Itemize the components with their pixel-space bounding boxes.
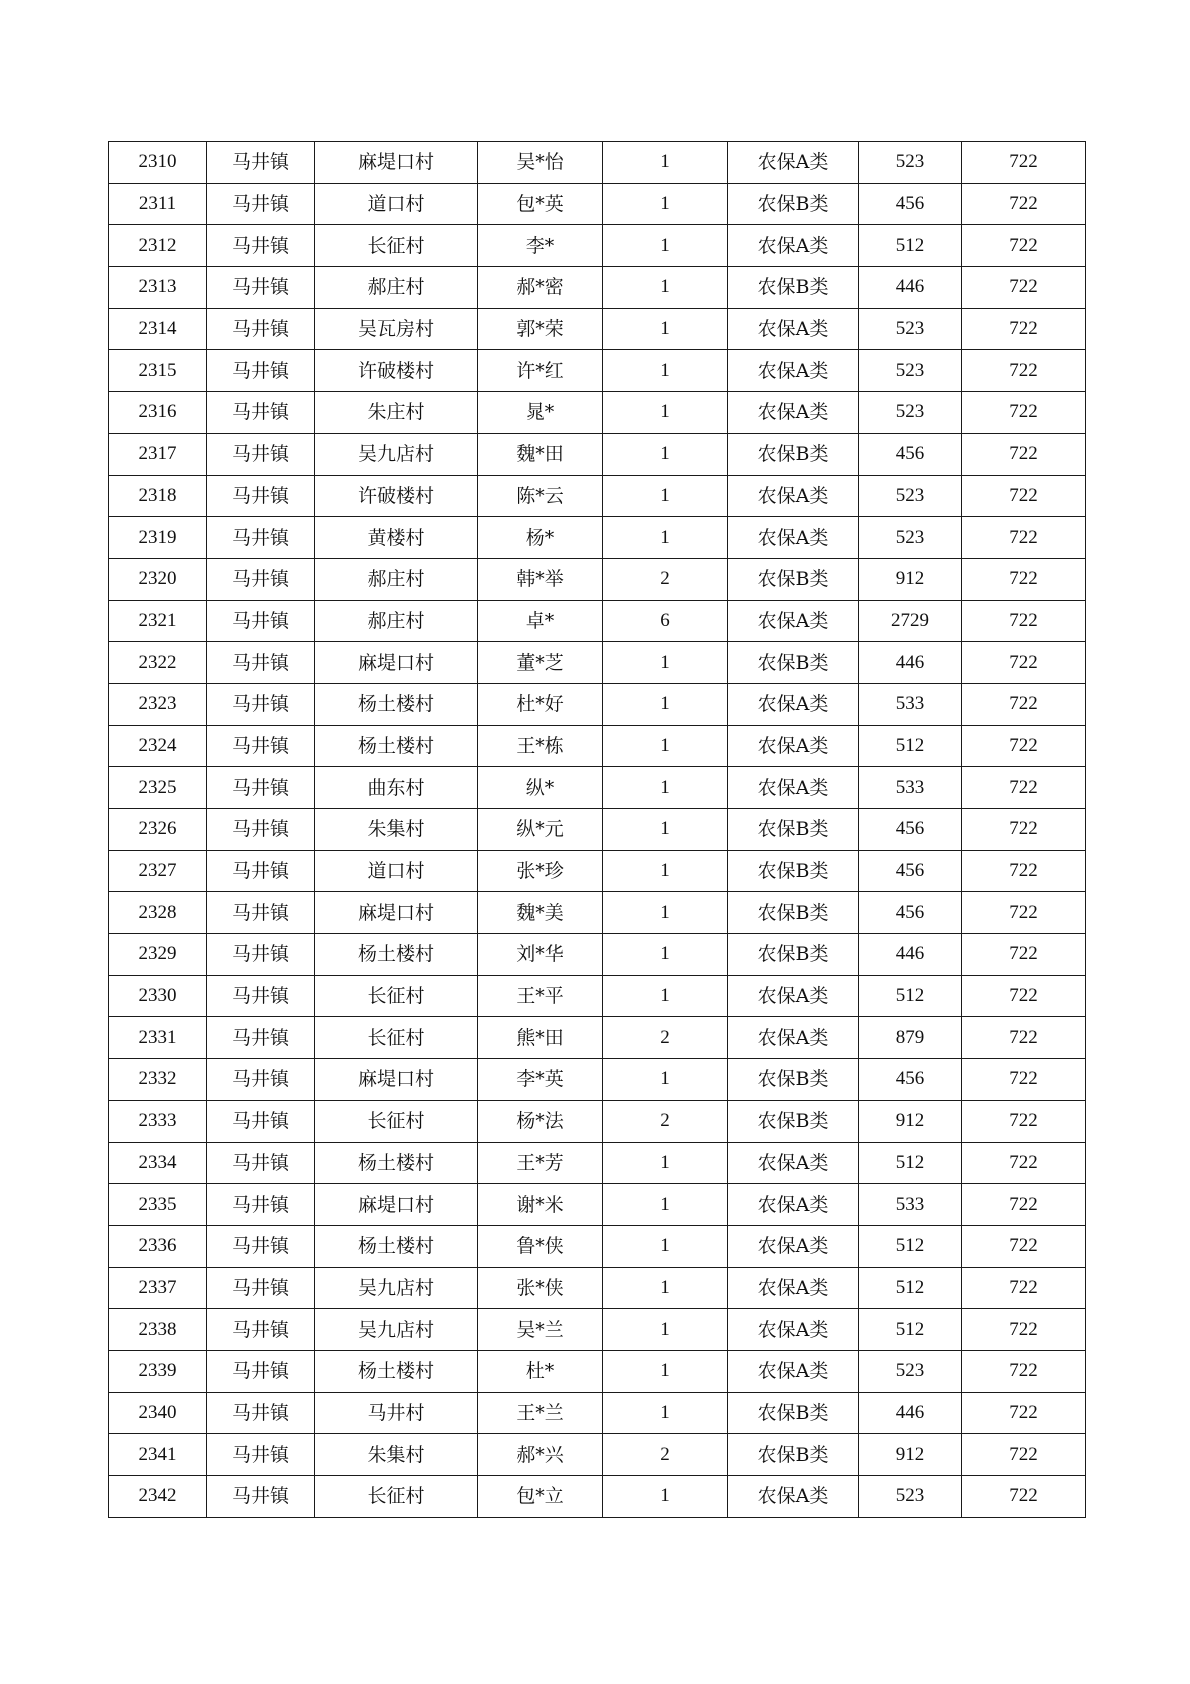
table-row bbox=[109, 1142, 1086, 1184]
serial-number-cell: 2317 bbox=[109, 433, 207, 475]
standard-cell: 722 bbox=[962, 850, 1086, 892]
town-cell: 马井镇 bbox=[207, 183, 315, 225]
table-row bbox=[109, 892, 1086, 934]
standard-cell: 722 bbox=[962, 350, 1086, 392]
village-cell: 杨土楼村 bbox=[315, 683, 478, 725]
insurance-category-cell: 农保A类 bbox=[728, 767, 859, 809]
name-cell: 张*侠 bbox=[478, 1267, 603, 1309]
town-cell: 马井镇 bbox=[207, 1350, 315, 1392]
town-cell: 马井镇 bbox=[207, 683, 315, 725]
name-cell: 王*平 bbox=[478, 975, 603, 1017]
name-cell: 包*立 bbox=[478, 1476, 603, 1518]
town-cell: 马井镇 bbox=[207, 1267, 315, 1309]
name-cell: 纵* bbox=[478, 767, 603, 809]
household-size-cell: 1 bbox=[603, 1184, 728, 1226]
insurance-category-cell: 农保A类 bbox=[728, 517, 859, 559]
household-size-cell: 1 bbox=[603, 1392, 728, 1434]
town-cell: 马井镇 bbox=[207, 892, 315, 934]
insurance-category-cell: 农保B类 bbox=[728, 850, 859, 892]
household-size-cell: 1 bbox=[603, 1059, 728, 1101]
household-size-cell: 1 bbox=[603, 225, 728, 267]
serial-number-cell: 2322 bbox=[109, 642, 207, 684]
name-cell: 吴*兰 bbox=[478, 1309, 603, 1351]
table-row bbox=[109, 1059, 1086, 1101]
village-cell: 朱集村 bbox=[315, 809, 478, 851]
standard-cell: 722 bbox=[962, 1100, 1086, 1142]
name-cell: 张*珍 bbox=[478, 850, 603, 892]
town-cell: 马井镇 bbox=[207, 433, 315, 475]
village-cell: 郝庄村 bbox=[315, 600, 478, 642]
town-cell: 马井镇 bbox=[207, 809, 315, 851]
table-row bbox=[109, 1476, 1086, 1518]
name-cell: 韩*举 bbox=[478, 558, 603, 600]
amount-cell: 512 bbox=[859, 1225, 962, 1267]
serial-number-cell: 2333 bbox=[109, 1100, 207, 1142]
standard-cell: 722 bbox=[962, 725, 1086, 767]
household-size-cell: 1 bbox=[603, 850, 728, 892]
town-cell: 马井镇 bbox=[207, 934, 315, 976]
standard-cell: 722 bbox=[962, 1392, 1086, 1434]
table-row bbox=[109, 975, 1086, 1017]
serial-number-cell: 2334 bbox=[109, 1142, 207, 1184]
insurance-category-cell: 农保B类 bbox=[728, 267, 859, 309]
insurance-category-cell: 农保B类 bbox=[728, 1434, 859, 1476]
household-size-cell: 1 bbox=[603, 1350, 728, 1392]
amount-cell: 523 bbox=[859, 1476, 962, 1518]
amount-cell: 456 bbox=[859, 183, 962, 225]
household-size-cell: 1 bbox=[603, 1267, 728, 1309]
town-cell: 马井镇 bbox=[207, 1434, 315, 1476]
town-cell: 马井镇 bbox=[207, 1017, 315, 1059]
name-cell: 晁* bbox=[478, 392, 603, 434]
standard-cell: 722 bbox=[962, 433, 1086, 475]
town-cell: 马井镇 bbox=[207, 975, 315, 1017]
village-cell: 麻堤口村 bbox=[315, 1184, 478, 1226]
serial-number-cell: 2321 bbox=[109, 600, 207, 642]
table-row bbox=[109, 725, 1086, 767]
table-row bbox=[109, 934, 1086, 976]
amount-cell: 523 bbox=[859, 392, 962, 434]
table-row bbox=[109, 1017, 1086, 1059]
table-row bbox=[109, 350, 1086, 392]
table-row bbox=[109, 517, 1086, 559]
village-cell: 麻堤口村 bbox=[315, 1059, 478, 1101]
serial-number-cell: 2337 bbox=[109, 1267, 207, 1309]
name-cell: 王*栋 bbox=[478, 725, 603, 767]
roster-table-body bbox=[109, 142, 1086, 1518]
household-size-cell: 1 bbox=[603, 350, 728, 392]
village-cell: 杨土楼村 bbox=[315, 1350, 478, 1392]
town-cell: 马井镇 bbox=[207, 767, 315, 809]
serial-number-cell: 2331 bbox=[109, 1017, 207, 1059]
village-cell: 麻堤口村 bbox=[315, 642, 478, 684]
standard-cell: 722 bbox=[962, 642, 1086, 684]
household-size-cell: 2 bbox=[603, 1017, 728, 1059]
table-row bbox=[109, 1267, 1086, 1309]
town-cell: 马井镇 bbox=[207, 1309, 315, 1351]
village-cell: 长征村 bbox=[315, 1017, 478, 1059]
amount-cell: 912 bbox=[859, 1100, 962, 1142]
serial-number-cell: 2335 bbox=[109, 1184, 207, 1226]
name-cell: 杜* bbox=[478, 1350, 603, 1392]
standard-cell: 722 bbox=[962, 1142, 1086, 1184]
town-cell: 马井镇 bbox=[207, 225, 315, 267]
name-cell: 李* bbox=[478, 225, 603, 267]
insurance-category-cell: 农保B类 bbox=[728, 1392, 859, 1434]
table-row bbox=[109, 683, 1086, 725]
serial-number-cell: 2318 bbox=[109, 475, 207, 517]
household-size-cell: 1 bbox=[603, 475, 728, 517]
insurance-category-cell: 农保A类 bbox=[728, 308, 859, 350]
insurance-category-cell: 农保B类 bbox=[728, 934, 859, 976]
household-size-cell: 1 bbox=[603, 683, 728, 725]
serial-number-cell: 2316 bbox=[109, 392, 207, 434]
serial-number-cell: 2339 bbox=[109, 1350, 207, 1392]
standard-cell: 722 bbox=[962, 267, 1086, 309]
standard-cell: 722 bbox=[962, 683, 1086, 725]
name-cell: 郝*兴 bbox=[478, 1434, 603, 1476]
amount-cell: 456 bbox=[859, 1059, 962, 1101]
name-cell: 郝*密 bbox=[478, 267, 603, 309]
insurance-category-cell: 农保A类 bbox=[728, 725, 859, 767]
serial-number-cell: 2324 bbox=[109, 725, 207, 767]
serial-number-cell: 2325 bbox=[109, 767, 207, 809]
serial-number-cell: 2327 bbox=[109, 850, 207, 892]
village-cell: 杨土楼村 bbox=[315, 934, 478, 976]
table-row bbox=[109, 308, 1086, 350]
serial-number-cell: 2330 bbox=[109, 975, 207, 1017]
serial-number-cell: 2310 bbox=[109, 142, 207, 184]
town-cell: 马井镇 bbox=[207, 1059, 315, 1101]
village-cell: 马井村 bbox=[315, 1392, 478, 1434]
amount-cell: 523 bbox=[859, 517, 962, 559]
insurance-category-cell: 农保B类 bbox=[728, 183, 859, 225]
town-cell: 马井镇 bbox=[207, 1476, 315, 1518]
table-row bbox=[109, 392, 1086, 434]
name-cell: 杨*法 bbox=[478, 1100, 603, 1142]
standard-cell: 722 bbox=[962, 392, 1086, 434]
standard-cell: 722 bbox=[962, 1267, 1086, 1309]
town-cell: 马井镇 bbox=[207, 517, 315, 559]
serial-number-cell: 2320 bbox=[109, 558, 207, 600]
amount-cell: 456 bbox=[859, 433, 962, 475]
standard-cell: 722 bbox=[962, 475, 1086, 517]
name-cell: 许*红 bbox=[478, 350, 603, 392]
standard-cell: 722 bbox=[962, 558, 1086, 600]
serial-number-cell: 2313 bbox=[109, 267, 207, 309]
amount-cell: 446 bbox=[859, 1392, 962, 1434]
standard-cell: 722 bbox=[962, 1309, 1086, 1351]
village-cell: 朱集村 bbox=[315, 1434, 478, 1476]
table-row bbox=[109, 1225, 1086, 1267]
amount-cell: 523 bbox=[859, 1350, 962, 1392]
insurance-category-cell: 农保A类 bbox=[728, 1350, 859, 1392]
table-row bbox=[109, 183, 1086, 225]
standard-cell: 722 bbox=[962, 1225, 1086, 1267]
standard-cell: 722 bbox=[962, 934, 1086, 976]
serial-number-cell: 2329 bbox=[109, 934, 207, 976]
town-cell: 马井镇 bbox=[207, 1100, 315, 1142]
village-cell: 许破楼村 bbox=[315, 475, 478, 517]
name-cell: 董*芝 bbox=[478, 642, 603, 684]
household-size-cell: 1 bbox=[603, 183, 728, 225]
village-cell: 杨土楼村 bbox=[315, 1142, 478, 1184]
standard-cell: 722 bbox=[962, 767, 1086, 809]
village-cell: 杨土楼村 bbox=[315, 725, 478, 767]
name-cell: 杨* bbox=[478, 517, 603, 559]
household-size-cell: 1 bbox=[603, 308, 728, 350]
town-cell: 马井镇 bbox=[207, 1392, 315, 1434]
name-cell: 纵*元 bbox=[478, 809, 603, 851]
town-cell: 马井镇 bbox=[207, 600, 315, 642]
table-row bbox=[109, 142, 1086, 184]
household-size-cell: 2 bbox=[603, 1100, 728, 1142]
village-cell: 长征村 bbox=[315, 975, 478, 1017]
town-cell: 马井镇 bbox=[207, 1142, 315, 1184]
amount-cell: 512 bbox=[859, 975, 962, 1017]
name-cell: 王*芳 bbox=[478, 1142, 603, 1184]
insurance-category-cell: 农保A类 bbox=[728, 1267, 859, 1309]
insurance-category-cell: 农保A类 bbox=[728, 683, 859, 725]
standard-cell: 722 bbox=[962, 1350, 1086, 1392]
serial-number-cell: 2341 bbox=[109, 1434, 207, 1476]
village-cell: 吴瓦房村 bbox=[315, 308, 478, 350]
name-cell: 卓* bbox=[478, 600, 603, 642]
village-cell: 郝庄村 bbox=[315, 267, 478, 309]
town-cell: 马井镇 bbox=[207, 1225, 315, 1267]
village-cell: 道口村 bbox=[315, 183, 478, 225]
name-cell: 鲁*侠 bbox=[478, 1225, 603, 1267]
standard-cell: 722 bbox=[962, 600, 1086, 642]
insurance-category-cell: 农保A类 bbox=[728, 1142, 859, 1184]
standard-cell: 722 bbox=[962, 892, 1086, 934]
standard-cell: 722 bbox=[962, 975, 1086, 1017]
village-cell: 长征村 bbox=[315, 1100, 478, 1142]
insurance-category-cell: 农保A类 bbox=[728, 1476, 859, 1518]
serial-number-cell: 2312 bbox=[109, 225, 207, 267]
amount-cell: 512 bbox=[859, 1142, 962, 1184]
insurance-category-cell: 农保A类 bbox=[728, 475, 859, 517]
town-cell: 马井镇 bbox=[207, 1184, 315, 1226]
insurance-category-cell: 农保B类 bbox=[728, 809, 859, 851]
standard-cell: 722 bbox=[962, 1184, 1086, 1226]
household-size-cell: 1 bbox=[603, 642, 728, 684]
name-cell: 刘*华 bbox=[478, 934, 603, 976]
town-cell: 马井镇 bbox=[207, 475, 315, 517]
insurance-category-cell: 农保A类 bbox=[728, 975, 859, 1017]
village-cell: 杨土楼村 bbox=[315, 1225, 478, 1267]
insurance-category-cell: 农保B类 bbox=[728, 433, 859, 475]
serial-number-cell: 2332 bbox=[109, 1059, 207, 1101]
village-cell: 长征村 bbox=[315, 1476, 478, 1518]
household-size-cell: 2 bbox=[603, 558, 728, 600]
table-row bbox=[109, 767, 1086, 809]
town-cell: 马井镇 bbox=[207, 267, 315, 309]
name-cell: 杜*好 bbox=[478, 683, 603, 725]
household-size-cell: 1 bbox=[603, 975, 728, 1017]
serial-number-cell: 2338 bbox=[109, 1309, 207, 1351]
amount-cell: 446 bbox=[859, 934, 962, 976]
serial-number-cell: 2319 bbox=[109, 517, 207, 559]
name-cell: 陈*云 bbox=[478, 475, 603, 517]
table-row bbox=[109, 600, 1086, 642]
insurance-category-cell: 农保B类 bbox=[728, 642, 859, 684]
standard-cell: 722 bbox=[962, 142, 1086, 184]
village-cell: 许破楼村 bbox=[315, 350, 478, 392]
village-cell: 吴九店村 bbox=[315, 433, 478, 475]
table-row bbox=[109, 1184, 1086, 1226]
insurance-category-cell: 农保B类 bbox=[728, 558, 859, 600]
village-cell: 道口村 bbox=[315, 850, 478, 892]
household-size-cell: 1 bbox=[603, 1225, 728, 1267]
household-size-cell: 1 bbox=[603, 725, 728, 767]
household-size-cell: 1 bbox=[603, 1476, 728, 1518]
amount-cell: 523 bbox=[859, 475, 962, 517]
town-cell: 马井镇 bbox=[207, 725, 315, 767]
town-cell: 马井镇 bbox=[207, 558, 315, 600]
household-size-cell: 1 bbox=[603, 934, 728, 976]
table-row bbox=[109, 433, 1086, 475]
amount-cell: 523 bbox=[859, 350, 962, 392]
village-cell: 郝庄村 bbox=[315, 558, 478, 600]
name-cell: 郭*荣 bbox=[478, 308, 603, 350]
insurance-category-cell: 农保A类 bbox=[728, 1309, 859, 1351]
standard-cell: 722 bbox=[962, 809, 1086, 851]
amount-cell: 912 bbox=[859, 558, 962, 600]
serial-number-cell: 2311 bbox=[109, 183, 207, 225]
village-cell: 长征村 bbox=[315, 225, 478, 267]
standard-cell: 722 bbox=[962, 1017, 1086, 1059]
town-cell: 马井镇 bbox=[207, 350, 315, 392]
name-cell: 谢*米 bbox=[478, 1184, 603, 1226]
amount-cell: 533 bbox=[859, 1184, 962, 1226]
table-row bbox=[109, 1100, 1086, 1142]
insurance-category-cell: 农保A类 bbox=[728, 350, 859, 392]
town-cell: 马井镇 bbox=[207, 308, 315, 350]
amount-cell: 456 bbox=[859, 892, 962, 934]
household-size-cell: 1 bbox=[603, 809, 728, 851]
household-size-cell: 1 bbox=[603, 1309, 728, 1351]
table-row bbox=[109, 1392, 1086, 1434]
household-size-cell: 1 bbox=[603, 1142, 728, 1184]
amount-cell: 512 bbox=[859, 225, 962, 267]
amount-cell: 523 bbox=[859, 308, 962, 350]
village-cell: 吴九店村 bbox=[315, 1267, 478, 1309]
table-row bbox=[109, 1309, 1086, 1351]
serial-number-cell: 2314 bbox=[109, 308, 207, 350]
insurance-category-cell: 农保A类 bbox=[728, 1184, 859, 1226]
village-cell: 吴九店村 bbox=[315, 1309, 478, 1351]
insurance-category-cell: 农保A类 bbox=[728, 142, 859, 184]
village-cell: 麻堤口村 bbox=[315, 892, 478, 934]
table-row bbox=[109, 475, 1086, 517]
amount-cell: 533 bbox=[859, 683, 962, 725]
household-size-cell: 1 bbox=[603, 142, 728, 184]
insurance-category-cell: 农保A类 bbox=[728, 392, 859, 434]
village-cell: 朱庄村 bbox=[315, 392, 478, 434]
amount-cell: 879 bbox=[859, 1017, 962, 1059]
table-row bbox=[109, 558, 1086, 600]
amount-cell: 912 bbox=[859, 1434, 962, 1476]
serial-number-cell: 2336 bbox=[109, 1225, 207, 1267]
household-size-cell: 1 bbox=[603, 267, 728, 309]
amount-cell: 456 bbox=[859, 850, 962, 892]
table-row bbox=[109, 850, 1086, 892]
standard-cell: 722 bbox=[962, 1059, 1086, 1101]
amount-cell: 533 bbox=[859, 767, 962, 809]
household-size-cell: 1 bbox=[603, 517, 728, 559]
name-cell: 王*兰 bbox=[478, 1392, 603, 1434]
insurance-category-cell: 农保A类 bbox=[728, 225, 859, 267]
name-cell: 魏*美 bbox=[478, 892, 603, 934]
amount-cell: 512 bbox=[859, 725, 962, 767]
table-row bbox=[109, 642, 1086, 684]
household-size-cell: 1 bbox=[603, 892, 728, 934]
village-cell: 曲东村 bbox=[315, 767, 478, 809]
household-size-cell: 1 bbox=[603, 392, 728, 434]
household-size-cell: 1 bbox=[603, 433, 728, 475]
table-row bbox=[109, 225, 1086, 267]
serial-number-cell: 2328 bbox=[109, 892, 207, 934]
name-cell: 吴*怡 bbox=[478, 142, 603, 184]
town-cell: 马井镇 bbox=[207, 392, 315, 434]
insurance-category-cell: 农保B类 bbox=[728, 892, 859, 934]
name-cell: 包*英 bbox=[478, 183, 603, 225]
amount-cell: 446 bbox=[859, 642, 962, 684]
standard-cell: 722 bbox=[962, 225, 1086, 267]
name-cell: 李*英 bbox=[478, 1059, 603, 1101]
insurance-category-cell: 农保A类 bbox=[728, 600, 859, 642]
table-row bbox=[109, 1434, 1086, 1476]
roster-table bbox=[108, 141, 1086, 1518]
household-size-cell: 2 bbox=[603, 1434, 728, 1476]
village-cell: 麻堤口村 bbox=[315, 142, 478, 184]
name-cell: 魏*田 bbox=[478, 433, 603, 475]
table-row bbox=[109, 267, 1086, 309]
amount-cell: 512 bbox=[859, 1267, 962, 1309]
standard-cell: 722 bbox=[962, 183, 1086, 225]
serial-number-cell: 2342 bbox=[109, 1476, 207, 1518]
standard-cell: 722 bbox=[962, 308, 1086, 350]
table-row bbox=[109, 1350, 1086, 1392]
household-size-cell: 1 bbox=[603, 767, 728, 809]
standard-cell: 722 bbox=[962, 1476, 1086, 1518]
insurance-category-cell: 农保A类 bbox=[728, 1225, 859, 1267]
insurance-category-cell: 农保B类 bbox=[728, 1059, 859, 1101]
insurance-category-cell: 农保A类 bbox=[728, 1017, 859, 1059]
amount-cell: 456 bbox=[859, 809, 962, 851]
serial-number-cell: 2326 bbox=[109, 809, 207, 851]
serial-number-cell: 2340 bbox=[109, 1392, 207, 1434]
town-cell: 马井镇 bbox=[207, 850, 315, 892]
village-cell: 黄楼村 bbox=[315, 517, 478, 559]
household-size-cell: 6 bbox=[603, 600, 728, 642]
standard-cell: 722 bbox=[962, 1434, 1086, 1476]
name-cell: 熊*田 bbox=[478, 1017, 603, 1059]
town-cell: 马井镇 bbox=[207, 142, 315, 184]
serial-number-cell: 2323 bbox=[109, 683, 207, 725]
standard-cell: 722 bbox=[962, 517, 1086, 559]
amount-cell: 512 bbox=[859, 1309, 962, 1351]
amount-cell: 523 bbox=[859, 142, 962, 184]
table-row bbox=[109, 809, 1086, 851]
amount-cell: 446 bbox=[859, 267, 962, 309]
serial-number-cell: 2315 bbox=[109, 350, 207, 392]
amount-cell: 2729 bbox=[859, 600, 962, 642]
town-cell: 马井镇 bbox=[207, 642, 315, 684]
insurance-category-cell: 农保B类 bbox=[728, 1100, 859, 1142]
